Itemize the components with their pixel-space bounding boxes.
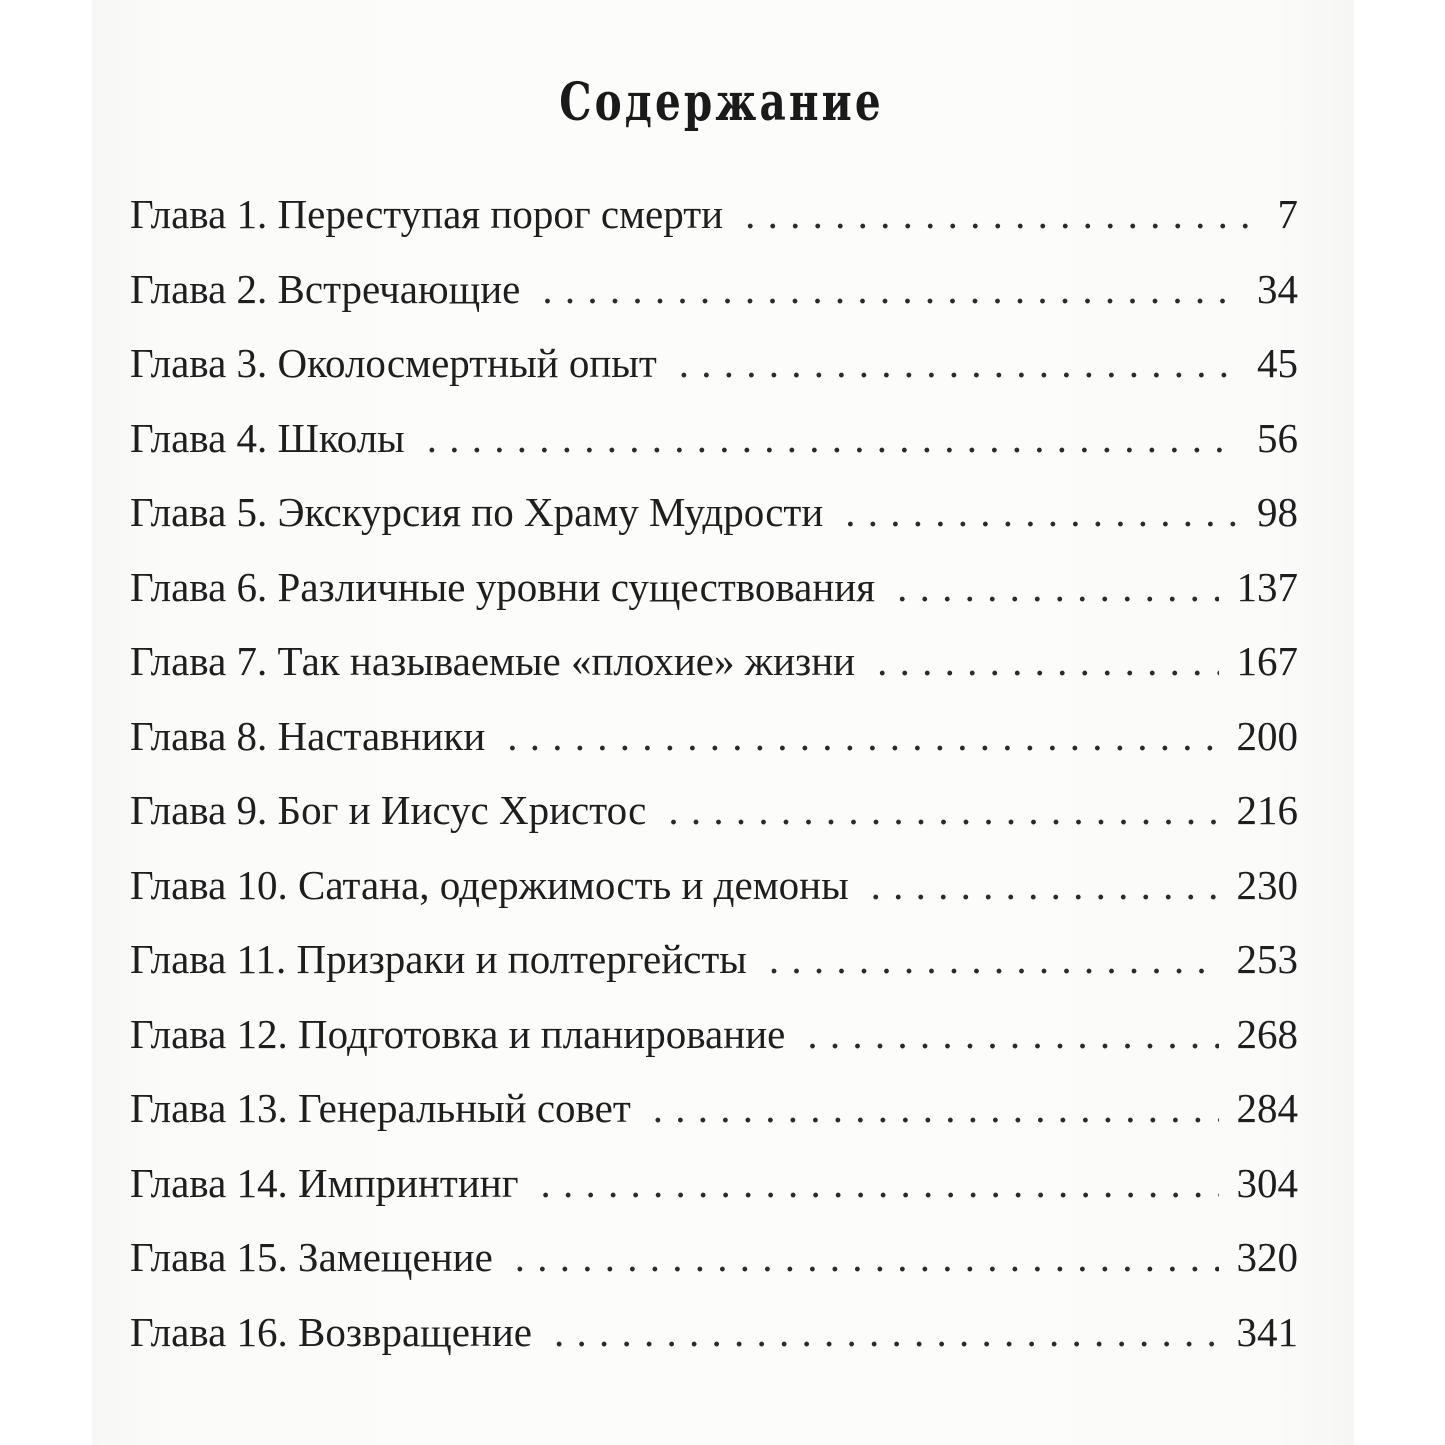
toc-entry (130, 637, 1298, 712)
toc-entry (130, 1308, 1298, 1383)
toc-entry-page: 98 (1257, 489, 1298, 535)
toc-entry (130, 488, 1298, 563)
toc-entry-page: 45 (1257, 340, 1298, 386)
toc-entry-label: Глава 2. Встречающие (130, 265, 521, 312)
dot-leader (554, 1308, 1219, 1356)
toc-entry-label: Глава 13. Генеральный совет (130, 1085, 631, 1131)
dot-leader (845, 488, 1239, 536)
dot-leader (668, 786, 1218, 834)
toc-entry-label: Глава 12. Подготовка и планирование (130, 1010, 786, 1057)
toc-entry-page: 304 (1236, 1159, 1298, 1206)
toc-entry-page: 253 (1236, 936, 1298, 982)
toc-entry (130, 1159, 1298, 1234)
toc-entry-page: 200 (1236, 712, 1298, 759)
toc-entry (130, 1233, 1298, 1308)
dot-leader (807, 1010, 1218, 1058)
dot-leader (877, 637, 1218, 685)
toc-entry-page: 167 (1236, 638, 1298, 684)
toc-entry-page: 341 (1236, 1308, 1298, 1355)
dot-leader (745, 190, 1259, 238)
toc-entry-label: Глава 15. Замещение (130, 1234, 493, 1280)
dot-leader (515, 1233, 1219, 1281)
toc-entry-label: Глава 16. Возвращение (130, 1308, 532, 1355)
toc-entry-page: 216 (1236, 787, 1298, 833)
toc-entry-page: 230 (1236, 861, 1298, 908)
toc-entry (130, 1010, 1298, 1085)
toc-entry-label: Глава 5. Экскурсия по Храму Мудрости (130, 489, 824, 535)
toc-entry-page: 268 (1236, 1010, 1298, 1057)
toc-entry-page: 137 (1236, 563, 1298, 610)
toc-entry-label: Глава 4. Школы (130, 414, 405, 461)
toc-entry (130, 265, 1298, 340)
dot-leader (897, 563, 1218, 611)
dot-leader (507, 712, 1218, 760)
toc-entry-label: Глава 7. Так называемые «плохие» жизни (130, 638, 856, 684)
toc-entry-label: Глава 1. Переступая порог смерти (130, 191, 724, 237)
toc-entry-page: 56 (1257, 414, 1298, 461)
toc-entry (130, 414, 1298, 489)
toc-entry-label: Глава 6. Различные уровни существования (130, 563, 876, 610)
toc-entry-page: 7 (1277, 191, 1298, 237)
dot-leader (653, 1084, 1219, 1132)
toc-entry (130, 712, 1298, 787)
dot-leader (427, 414, 1239, 462)
toc-entry-page: 320 (1236, 1234, 1298, 1280)
toc-entry-label: Глава 10. Сатана, одержимость и демоны (130, 861, 849, 908)
toc-entry-page: 34 (1257, 265, 1298, 312)
toc-entry-label: Глава 14. Импринтинг (130, 1159, 519, 1206)
toc-entry (130, 786, 1298, 861)
toc-entry-label: Глава 11. Призраки и полтергейсты (130, 936, 747, 982)
toc-entry-page: 284 (1236, 1085, 1298, 1131)
table-of-contents (130, 190, 1298, 1382)
dot-leader (679, 339, 1239, 387)
dot-leader (769, 935, 1219, 983)
toc-entry (130, 935, 1298, 1010)
dot-leader (542, 265, 1239, 313)
toc-entry (130, 190, 1298, 265)
toc-entry (130, 1084, 1298, 1159)
toc-entry-label: Глава 3. Околосмертный опыт (130, 340, 657, 386)
page-title: Содержание (559, 72, 884, 133)
toc-entry (130, 861, 1298, 936)
toc-entry (130, 563, 1298, 638)
dot-leader (871, 861, 1219, 909)
dot-leader (541, 1159, 1219, 1207)
toc-entry-label: Глава 9. Бог и Иисус Христос (130, 787, 647, 833)
toc-entry-label: Глава 8. Наставники (130, 712, 486, 759)
toc-entry (130, 339, 1298, 414)
